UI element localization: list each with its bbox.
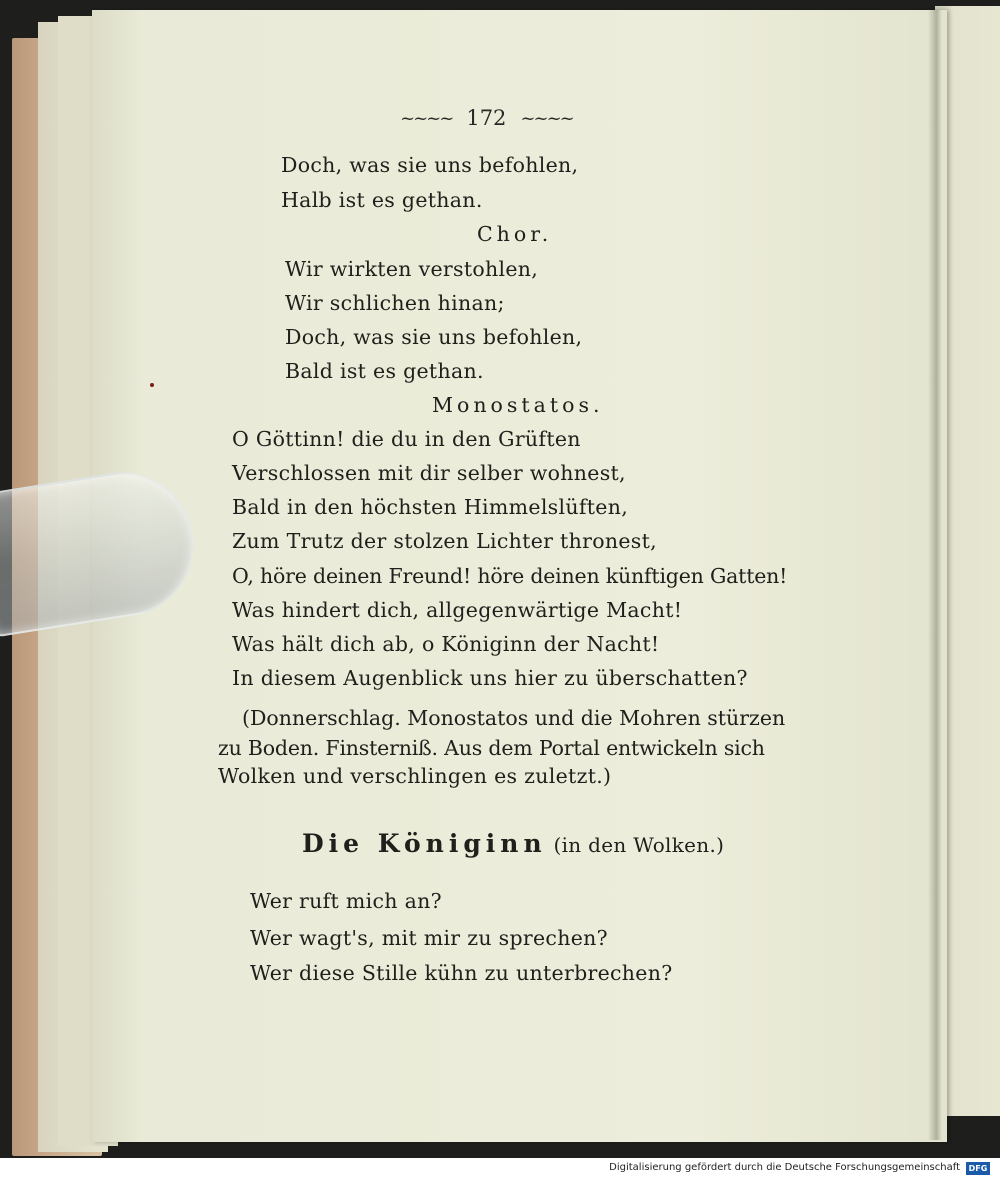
ink-spot <box>150 383 154 387</box>
verse-line: Doch, was sie uns befohlen, <box>285 325 583 349</box>
verse-line: Was hält dich ab, o Königinn der Nacht! <box>232 632 660 656</box>
page-gutter <box>928 10 942 1140</box>
verse-line: Verschlossen mit dir selber wohnest, <box>232 461 626 485</box>
verse-line: Doch, was sie uns befohlen, <box>281 153 579 177</box>
speaker-heading-monostatos: Monostatos. <box>432 393 604 417</box>
funding-credit: Digitalisierung gefördert durch die Deutsche Forschungsgemeinschaft <box>609 1162 960 1173</box>
verse-line: O, höre deinen Freund! höre deinen künftigen Gatten! <box>232 564 788 588</box>
verse-line: Bald in den höchsten Himmelslüften, <box>232 495 629 519</box>
speaker-note: (in den Wolken.) <box>553 833 725 857</box>
stage-direction-line: zu Boden. Finsterniß. Aus dem Portal entwickeln sich <box>218 736 765 760</box>
verse-line: Wer diese Stille kühn zu unterbrechen? <box>250 961 673 985</box>
ornament-left-icon: ~~~~ <box>400 107 453 129</box>
stage-direction-line: Wolken und verschlingen es zuletzt.) <box>218 764 612 788</box>
page-header <box>400 106 640 130</box>
verse-line: Wir wirkten verstohlen, <box>285 257 539 281</box>
verse-line: Wer ruft mich an? <box>250 889 442 913</box>
verse-line: Was hindert dich, allgegenwärtige Macht! <box>232 598 683 622</box>
speaker-heading-chor: Chor. <box>477 222 553 246</box>
verse-line: Zum Trutz der stolzen Lichter thronest, <box>232 529 657 553</box>
speaker-name: Die Königinn <box>302 829 547 858</box>
verse-line: O Göttinn! die du in den Grüften <box>232 427 581 451</box>
verse-line: Wer wagt's, mit mir zu sprechen? <box>250 926 608 950</box>
ornament-right-icon: ~~~~ <box>520 107 573 129</box>
stage-direction-line: (Donnerschlag. Monostatos und die Mohren stürzen <box>242 706 786 730</box>
dfg-logo-icon: DFG <box>966 1162 990 1175</box>
verse-line: In diesem Augenblick uns hier zu überschatten? <box>232 666 748 690</box>
page-number: 172 <box>466 106 507 130</box>
speaker-heading-koeniginn <box>302 829 724 858</box>
verse-line: Halb ist es gethan. <box>281 188 483 212</box>
verse-line: Wir schlichen hinan; <box>285 291 505 315</box>
verse-line: Bald ist es gethan. <box>285 359 484 383</box>
